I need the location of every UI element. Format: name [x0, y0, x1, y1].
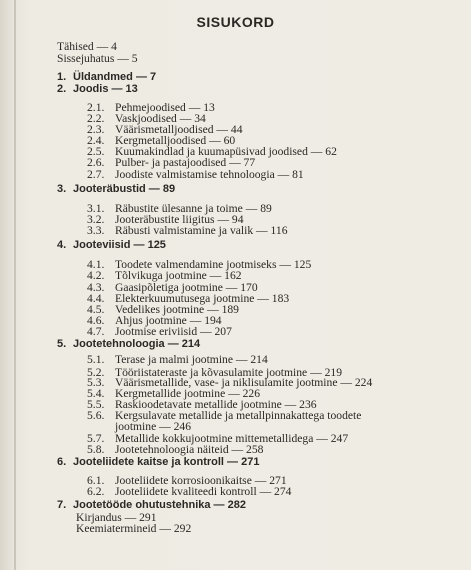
- chapter-heading: [57, 183, 175, 196]
- front-matter-entry: Sissejuhatus — 5: [57, 52, 138, 65]
- chapter-number: 3.: [57, 183, 67, 195]
- section-entry: [87, 485, 291, 498]
- chapter-title: Jootetehnoloogia — 214: [73, 338, 201, 350]
- section-number: 4.7.: [87, 325, 105, 338]
- section-number: 2.4.: [87, 134, 105, 147]
- chapter-heading: [57, 239, 166, 252]
- section-number: 5.6.: [87, 409, 105, 422]
- section-title: Jooteräbustite liigitus — 94: [115, 213, 244, 226]
- back-matter-entry: Kirjandus — 291: [76, 511, 157, 524]
- section-title: Ahjus jootmine — 194: [115, 314, 222, 327]
- section-number: 5.2.: [87, 366, 105, 379]
- section-number: 4.5.: [87, 303, 105, 316]
- back-matter-entry: Keemiatermineid — 292: [76, 522, 192, 535]
- chapter-heading: [57, 338, 200, 351]
- chapter-title: Joodis — 13: [73, 83, 138, 95]
- chapter-number: 7.: [57, 499, 67, 511]
- section-title: Jootetehnoloogia näiteid — 258: [115, 443, 264, 456]
- section-number: 5.7.: [87, 432, 105, 445]
- front-matter-entry: Tähised — 4: [57, 40, 117, 53]
- section-entry: [87, 168, 304, 181]
- chapter-number: 2.: [57, 83, 67, 95]
- chapter-title: Jooteliidete kaitse ja kontroll — 271: [73, 456, 260, 468]
- section-title: Raskioodetavate metallide jootmine — 236: [115, 398, 317, 411]
- section-number: 5.1.: [87, 353, 105, 366]
- section-number: 2.1.: [87, 101, 105, 114]
- section-number: 3.2.: [87, 213, 105, 226]
- section-title: Pulber- ja pastajoodised — 77: [115, 156, 256, 169]
- section-title: Tööriistateraste ja kõvasulamite jootmine — 219: [115, 366, 342, 379]
- section-number: 2.5.: [87, 145, 105, 158]
- chapter-title: Jooteräbustid — 89: [73, 183, 176, 195]
- section-title: Pehmejoodised — 13: [115, 101, 215, 114]
- section-title: Metallide kokkujootmine mittemetallidega — 247: [115, 432, 349, 445]
- section-title: Jootmise eriviisid — 207: [115, 325, 232, 338]
- page-title: SISUKORD: [196, 14, 275, 30]
- section-title: Räbusti valmistamine ja valik — 116: [115, 224, 288, 237]
- section-number: 5.8.: [87, 443, 105, 456]
- section-title: Jooteliidete korrosioonikaitse — 271: [115, 474, 287, 487]
- section-title: Jooteliidete kvaliteedi kontroll — 274: [115, 485, 292, 498]
- section-number: 4.1.: [87, 258, 105, 271]
- section-title: Elekterkuumutusega jootmine — 183: [115, 292, 290, 305]
- section-title: Gaasipõletiga jootmine — 170: [115, 281, 258, 294]
- chapter-title: Jootetööde ohutustehnika — 282: [73, 499, 246, 511]
- section-entry-continuation: jootmine — 246: [115, 420, 191, 433]
- chapter-title: Üldandmed — 7: [73, 71, 157, 83]
- section-title: Kergmetalljoodised — 60: [115, 134, 236, 147]
- section-number: 4.6.: [87, 314, 105, 327]
- section-title: Väärismetalljoodised — 44: [115, 123, 243, 136]
- section-number: 2.3.: [87, 123, 105, 136]
- section-number: 2.6.: [87, 156, 105, 169]
- section-number: 5.4.: [87, 387, 105, 400]
- section-number: 5.3.: [87, 376, 105, 389]
- section-title: Kuumakindlad ja kuumapüsivad joodised — 62: [115, 145, 337, 158]
- section-entry: [87, 325, 232, 338]
- section-entry: [87, 224, 288, 237]
- section-number: 4.4.: [87, 292, 105, 305]
- section-number: 6.1.: [87, 474, 105, 487]
- section-entry: [87, 443, 263, 456]
- section-title: Vedelikes jootmine — 189: [115, 303, 239, 316]
- section-title: Räbustite ülesanne ja toime — 89: [115, 202, 272, 215]
- section-number: 2.2.: [87, 112, 105, 125]
- section-title: Toodete valmendamine jootmiseks — 125: [115, 258, 312, 271]
- chapter-heading: [57, 456, 259, 469]
- section-title: Tõlvikuga jootmine — 162: [115, 269, 242, 282]
- section-title: Joodiste valmistamise tehnoloogia — 81: [115, 168, 304, 181]
- section-number: 5.5.: [87, 398, 105, 411]
- chapter-heading: [57, 83, 138, 96]
- section-number: 6.2.: [87, 485, 105, 498]
- section-number: 3.3.: [87, 224, 105, 237]
- chapter-number: 6.: [57, 456, 67, 468]
- chapter-number: 4.: [57, 239, 67, 251]
- section-title: Terase ja malmi jootmine — 214: [115, 353, 268, 366]
- page-gutter: [14, 0, 16, 570]
- section-number: 4.3.: [87, 281, 105, 294]
- chapter-title: Jooteviisid — 125: [73, 239, 166, 251]
- chapter-number: 1.: [57, 71, 67, 83]
- section-title: Vaskjoodised — 34: [115, 112, 206, 125]
- section-title: Väärismetallide, vase- ja niklisulamite jootmine — 224: [115, 376, 373, 389]
- section-number: 3.1.: [87, 202, 105, 215]
- section-entry: [87, 353, 268, 366]
- section-number: 4.2.: [87, 269, 105, 282]
- chapter-number: 5.: [57, 338, 67, 350]
- section-title: Kergmetallide jootmine — 226: [115, 387, 261, 400]
- section-number: 2.7.: [87, 168, 105, 181]
- section-title: Kergsulavate metallide ja metallpinnakattega toodete: [115, 409, 362, 422]
